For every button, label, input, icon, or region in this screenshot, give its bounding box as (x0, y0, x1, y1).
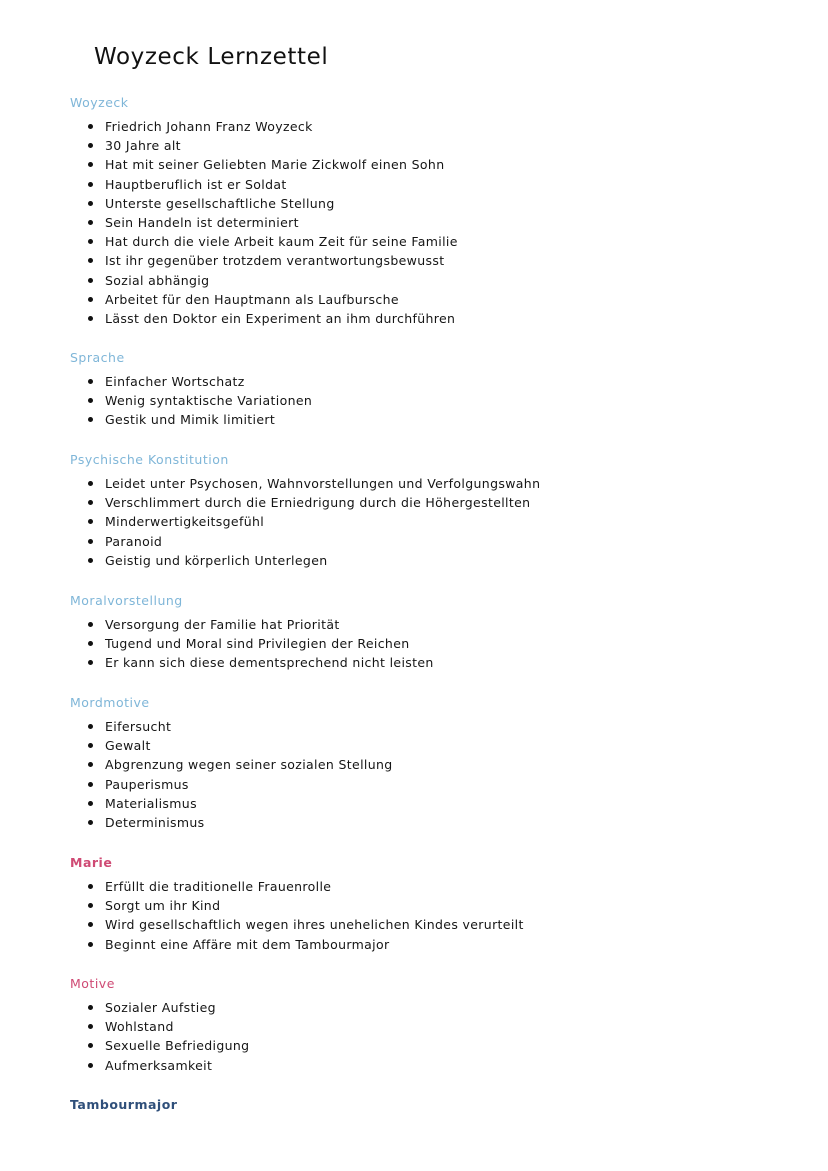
list-item-text: Sorgt um ihr Kind (105, 898, 221, 914)
bullet-icon (88, 539, 93, 544)
section-sprache (70, 349, 770, 428)
bullet-icon (88, 782, 93, 787)
list-item (86, 1036, 249, 1055)
list-item (86, 194, 458, 213)
bullet-icon (88, 201, 93, 206)
section-heading: Marie (70, 855, 113, 870)
list-item (86, 410, 312, 429)
section-heading: Tambourmajor (70, 1097, 178, 1112)
list-item-text: Geistig und körperlich Unterlegen (105, 552, 328, 568)
list-item (86, 251, 458, 270)
list-item-text: 30 Jahre alt (105, 138, 181, 154)
bullet-icon (88, 922, 93, 927)
bullet-icon (88, 641, 93, 646)
list-item-text: Friedrich Johann Franz Woyzeck (105, 119, 313, 134)
list-item (86, 755, 393, 774)
bullet-list (86, 372, 312, 430)
list-item-text: Sozial abhängig (105, 272, 210, 288)
list-item-text: Hauptberuflich ist er Soldat (105, 176, 287, 192)
bullet-icon (88, 660, 93, 665)
bullet-icon (88, 519, 93, 524)
list-item (86, 775, 393, 794)
list-item-text: Lässt den Doktor ein Experiment an ihm durchführen (105, 310, 456, 326)
list-item (86, 998, 249, 1017)
list-item (86, 271, 458, 290)
list-item-text: Verschlimmert durch die Erniedrigung durch die Höhergestellten (105, 495, 531, 511)
list-item (86, 213, 458, 232)
list-item-text: Einfacher Wortschatz (105, 374, 245, 389)
list-item-text: Arbeitet für den Hauptmann als Laufbursche (105, 291, 399, 307)
section-heading: Motive (70, 976, 115, 991)
list-item (86, 935, 524, 954)
bullet-icon (88, 1005, 93, 1010)
bullet-icon (88, 762, 93, 767)
bullet-icon (88, 481, 93, 486)
list-item-text: Unterste gesellschaftliche Stellung (105, 195, 335, 211)
list-item (86, 391, 312, 410)
bullet-icon (88, 801, 93, 806)
bullet-icon (88, 278, 93, 283)
list-item-text: Eifersucht (105, 719, 172, 734)
bullet-icon (88, 903, 93, 908)
list-item (86, 474, 540, 493)
section-heading: Sprache (70, 350, 125, 365)
list-item (86, 493, 540, 512)
list-item (86, 1017, 249, 1036)
list-item (86, 309, 458, 328)
bullet-icon (88, 622, 93, 627)
section-heading: Psychische Konstitution (70, 452, 229, 467)
section-motive (70, 975, 770, 1073)
list-item (86, 615, 434, 634)
bullet-icon (88, 143, 93, 148)
bullet-icon (88, 724, 93, 729)
list-item (86, 117, 458, 136)
list-item (86, 653, 434, 672)
list-item-text: Pauperismus (105, 776, 189, 792)
bullet-list (86, 117, 458, 328)
list-item (86, 813, 393, 832)
bullet-icon (88, 379, 93, 384)
list-item-text: Minderwertigkeitsgefühl (105, 514, 265, 530)
bullet-list (86, 615, 434, 673)
bullet-list (86, 717, 393, 832)
bullet-icon (88, 182, 93, 187)
bullet-icon (88, 1063, 93, 1068)
bullet-icon (88, 398, 93, 403)
list-item (86, 896, 524, 915)
bullet-icon (88, 258, 93, 263)
list-item-text: Ist ihr gegenüber trotzdem verantwortungsbewusst (105, 253, 445, 269)
list-item-text: Sozialer Aufstieg (105, 1000, 216, 1015)
list-item-text: Abgrenzung wegen seiner sozialen Stellung (105, 757, 393, 773)
bullet-icon (88, 942, 93, 947)
section-moralvorstellung (70, 592, 770, 671)
bullet-icon (88, 820, 93, 825)
list-item-text: Materialismus (105, 795, 197, 811)
bullet-icon (88, 558, 93, 563)
bullet-list (86, 877, 524, 954)
list-item-text: Determinismus (105, 814, 205, 830)
bullet-icon (88, 239, 93, 244)
list-item (86, 794, 393, 813)
bullet-icon (88, 743, 93, 748)
bullet-icon (88, 1043, 93, 1048)
list-item-text: Wohlstand (105, 1019, 174, 1035)
bullet-icon (88, 297, 93, 302)
list-item-text: Tugend und Moral sind Privilegien der Reichen (105, 636, 410, 652)
list-item-text: Wird gesellschaftlich wegen ihres unehelichen Kindes verurteilt (105, 917, 524, 933)
section-marie (70, 854, 770, 952)
list-item-text: Paranoid (105, 533, 163, 549)
list-item-text: Sein Handeln ist determiniert (105, 214, 299, 230)
section-psychische-konstitution (70, 451, 770, 568)
list-item-text: Leidet unter Psychosen, Wahnvorstellungen und Verfolgungswahn (105, 476, 541, 491)
list-item (86, 136, 458, 155)
list-item-text: Hat durch die viele Arbeit kaum Zeit für seine Familie (105, 234, 458, 250)
section-heading: Mordmotive (70, 695, 150, 710)
list-item-text: Sexuelle Befriedigung (105, 1038, 250, 1054)
list-item (86, 290, 458, 309)
list-item-text: Gewalt (105, 738, 151, 754)
list-item-text: Aufmerksamkeit (105, 1057, 213, 1073)
list-item (86, 155, 458, 174)
bullet-icon (88, 124, 93, 129)
section-woyzeck (70, 94, 770, 326)
list-item (86, 372, 312, 391)
list-item (86, 551, 540, 570)
bullet-icon (88, 884, 93, 889)
list-item (86, 634, 434, 653)
bullet-icon (88, 220, 93, 225)
list-item (86, 532, 540, 551)
section-heading: Woyzeck (70, 95, 129, 110)
list-item (86, 717, 393, 736)
bullet-icon (88, 316, 93, 321)
page-title: Woyzeck Lernzettel (94, 44, 329, 70)
list-item (86, 915, 524, 934)
list-item (86, 175, 458, 194)
section-heading: Moralvorstellung (70, 593, 183, 608)
list-item-text: Wenig syntaktische Variationen (105, 393, 313, 409)
list-item-text: Gestik und Mimik limitiert (105, 412, 276, 428)
list-item-text: Hat mit seiner Geliebten Marie Zickwolf einen Sohn (105, 157, 445, 173)
list-item (86, 736, 393, 755)
list-item (86, 512, 540, 531)
list-item-text: Erfüllt die traditionelle Frauenrolle (105, 879, 332, 894)
list-item (86, 232, 458, 251)
bullet-icon (88, 162, 93, 167)
bullet-list (86, 998, 249, 1075)
section-mordmotive (70, 694, 770, 830)
list-item (86, 877, 524, 896)
list-item-text: Versorgung der Familie hat Priorität (105, 617, 340, 632)
bullet-icon (88, 500, 93, 505)
bullet-icon (88, 1024, 93, 1029)
section-tambourmajor (70, 1096, 770, 1114)
list-item (86, 1056, 249, 1075)
bullet-list (86, 474, 540, 570)
bullet-icon (88, 417, 93, 422)
list-item-text: Beginnt eine Affäre mit dem Tambourmajor (105, 936, 390, 952)
list-item-text: Er kann sich diese dementsprechend nicht leisten (105, 655, 434, 671)
